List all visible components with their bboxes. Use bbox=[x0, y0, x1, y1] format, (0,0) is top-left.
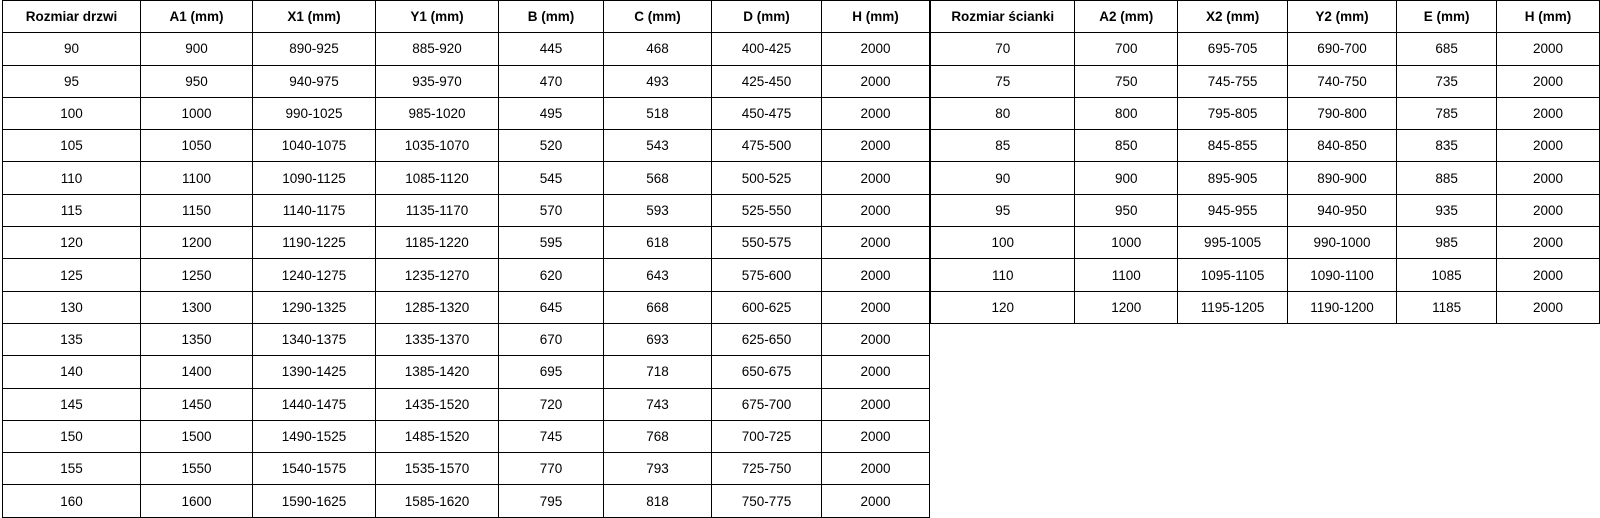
table-cell: 155 bbox=[3, 453, 141, 485]
table-cell: 100 bbox=[931, 227, 1075, 259]
table-cell: 1190-1225 bbox=[253, 227, 376, 259]
table-cell: 2000 bbox=[822, 259, 930, 291]
table-cell: 1200 bbox=[1075, 291, 1178, 323]
table-cell: 1390-1425 bbox=[253, 356, 376, 388]
table-cell: 1035-1070 bbox=[376, 130, 499, 162]
table-cell: 675-700 bbox=[712, 388, 822, 420]
table-cell: 885 bbox=[1397, 162, 1497, 194]
table-cell: 2000 bbox=[822, 227, 930, 259]
table-cell: 818 bbox=[604, 485, 712, 517]
table-cell: 1290-1325 bbox=[253, 291, 376, 323]
table-cell: 2000 bbox=[1497, 194, 1600, 226]
table-cell: 750 bbox=[1075, 65, 1178, 97]
table-cell: 1185-1220 bbox=[376, 227, 499, 259]
table-cell: 1095-1105 bbox=[1178, 259, 1288, 291]
table-row bbox=[3, 388, 930, 420]
table-cell: 100 bbox=[3, 97, 141, 129]
table-cell: 110 bbox=[931, 259, 1075, 291]
table-cell: 1385-1420 bbox=[376, 356, 499, 388]
table-row bbox=[3, 162, 930, 194]
table-cell: 618 bbox=[604, 227, 712, 259]
table-cell: 110 bbox=[3, 162, 141, 194]
table-cell: 835 bbox=[1397, 130, 1497, 162]
table-cell: 90 bbox=[931, 162, 1075, 194]
table-cell: 800 bbox=[1075, 97, 1178, 129]
table-cell: 725-750 bbox=[712, 453, 822, 485]
walls-dimensions-table bbox=[930, 0, 1600, 324]
column-header: X1 (mm) bbox=[253, 1, 376, 33]
table-cell: 2000 bbox=[822, 97, 930, 129]
table-row bbox=[3, 130, 930, 162]
table-cell: 1040-1075 bbox=[253, 130, 376, 162]
table-cell: 643 bbox=[604, 259, 712, 291]
table-cell: 895-905 bbox=[1178, 162, 1288, 194]
table-cell: 2000 bbox=[1497, 162, 1600, 194]
column-header: A2 (mm) bbox=[1075, 1, 1178, 33]
table-cell: 593 bbox=[604, 194, 712, 226]
table-cell: 935 bbox=[1397, 194, 1497, 226]
table-row bbox=[931, 194, 1600, 226]
table-cell: 500-525 bbox=[712, 162, 822, 194]
table-cell: 570 bbox=[499, 194, 604, 226]
table-row bbox=[3, 97, 930, 129]
table-cell: 550-575 bbox=[712, 227, 822, 259]
table-cell: 990-1025 bbox=[253, 97, 376, 129]
table-row bbox=[3, 356, 930, 388]
table-cell: 743 bbox=[604, 388, 712, 420]
table-cell: 2000 bbox=[822, 194, 930, 226]
table-row bbox=[931, 162, 1600, 194]
table-cell: 645 bbox=[499, 291, 604, 323]
table-cell: 718 bbox=[604, 356, 712, 388]
table-cell: 793 bbox=[604, 453, 712, 485]
table-cell: 1200 bbox=[141, 227, 253, 259]
table-cell: 1250 bbox=[141, 259, 253, 291]
table-cell: 1240-1275 bbox=[253, 259, 376, 291]
table-cell: 70 bbox=[931, 33, 1075, 65]
table-cell: 90 bbox=[3, 33, 141, 65]
table-cell: 105 bbox=[3, 130, 141, 162]
table-cell: 940-975 bbox=[253, 65, 376, 97]
table-cell: 575-600 bbox=[712, 259, 822, 291]
table-row bbox=[3, 420, 930, 452]
table-cell: 2000 bbox=[822, 420, 930, 452]
walls-table-body bbox=[931, 33, 1600, 324]
table-cell: 2000 bbox=[822, 485, 930, 517]
table-cell: 145 bbox=[3, 388, 141, 420]
table-cell: 990-1000 bbox=[1288, 227, 1397, 259]
table-cell: 85 bbox=[931, 130, 1075, 162]
table-cell: 2000 bbox=[822, 323, 930, 355]
table-cell: 693 bbox=[604, 323, 712, 355]
table-cell: 1285-1320 bbox=[376, 291, 499, 323]
table-cell: 445 bbox=[499, 33, 604, 65]
table-cell: 845-855 bbox=[1178, 130, 1288, 162]
table-cell: 1085 bbox=[1397, 259, 1497, 291]
table-cell: 890-925 bbox=[253, 33, 376, 65]
table-cell: 130 bbox=[3, 291, 141, 323]
table-cell: 2000 bbox=[822, 356, 930, 388]
table-cell: 940-950 bbox=[1288, 194, 1397, 226]
table-cell: 735 bbox=[1397, 65, 1497, 97]
table-cell: 1185 bbox=[1397, 291, 1497, 323]
table-cell: 795 bbox=[499, 485, 604, 517]
table-cell: 1135-1170 bbox=[376, 194, 499, 226]
table-row bbox=[931, 291, 1600, 323]
table-cell: 745-755 bbox=[1178, 65, 1288, 97]
table-cell: 2000 bbox=[822, 162, 930, 194]
table-cell: 140 bbox=[3, 356, 141, 388]
column-header: C (mm) bbox=[604, 1, 712, 33]
table-cell: 795-805 bbox=[1178, 97, 1288, 129]
table-cell: 495 bbox=[499, 97, 604, 129]
table-cell: 720 bbox=[499, 388, 604, 420]
table-row bbox=[3, 65, 930, 97]
table-cell: 1440-1475 bbox=[253, 388, 376, 420]
column-header: B (mm) bbox=[499, 1, 604, 33]
column-header: E (mm) bbox=[1397, 1, 1497, 33]
walls-dimensions-table-container bbox=[930, 0, 1600, 324]
table-header-row bbox=[3, 1, 930, 33]
table-cell: 95 bbox=[931, 194, 1075, 226]
table-cell: 700 bbox=[1075, 33, 1178, 65]
table-cell: 850 bbox=[1075, 130, 1178, 162]
table-cell: 890-900 bbox=[1288, 162, 1397, 194]
table-cell: 2000 bbox=[822, 65, 930, 97]
doors-dimensions-table bbox=[2, 0, 930, 518]
table-row bbox=[931, 227, 1600, 259]
table-cell: 525-550 bbox=[712, 194, 822, 226]
table-cell: 1490-1525 bbox=[253, 420, 376, 452]
table-cell: 1100 bbox=[1075, 259, 1178, 291]
table-cell: 1190-1200 bbox=[1288, 291, 1397, 323]
table-cell: 1090-1100 bbox=[1288, 259, 1397, 291]
table-cell: 1300 bbox=[141, 291, 253, 323]
table-cell: 600-625 bbox=[712, 291, 822, 323]
table-cell: 120 bbox=[3, 227, 141, 259]
table-cell: 1535-1570 bbox=[376, 453, 499, 485]
table-cell: 1400 bbox=[141, 356, 253, 388]
table-cell: 400-425 bbox=[712, 33, 822, 65]
table-cell: 2000 bbox=[822, 130, 930, 162]
table-cell: 1235-1270 bbox=[376, 259, 499, 291]
table-cell: 1590-1625 bbox=[253, 485, 376, 517]
table-cell: 885-920 bbox=[376, 33, 499, 65]
table-cell: 120 bbox=[931, 291, 1075, 323]
table-cell: 135 bbox=[3, 323, 141, 355]
table-cell: 1350 bbox=[141, 323, 253, 355]
table-cell: 1100 bbox=[141, 162, 253, 194]
table-cell: 518 bbox=[604, 97, 712, 129]
doors-table-header bbox=[3, 1, 930, 33]
table-cell: 900 bbox=[141, 33, 253, 65]
table-cell: 840-850 bbox=[1288, 130, 1397, 162]
table-cell: 695-705 bbox=[1178, 33, 1288, 65]
table-cell: 1500 bbox=[141, 420, 253, 452]
table-cell: 985 bbox=[1397, 227, 1497, 259]
table-cell: 2000 bbox=[1497, 65, 1600, 97]
table-cell: 1150 bbox=[141, 194, 253, 226]
table-cell: 690-700 bbox=[1288, 33, 1397, 65]
table-cell: 625-650 bbox=[712, 323, 822, 355]
column-header: D (mm) bbox=[712, 1, 822, 33]
table-cell: 685 bbox=[1397, 33, 1497, 65]
table-cell: 520 bbox=[499, 130, 604, 162]
table-cell: 995-1005 bbox=[1178, 227, 1288, 259]
table-cell: 2000 bbox=[822, 388, 930, 420]
table-cell: 2000 bbox=[822, 33, 930, 65]
column-header: Y2 (mm) bbox=[1288, 1, 1397, 33]
table-cell: 160 bbox=[3, 485, 141, 517]
table-cell: 468 bbox=[604, 33, 712, 65]
table-cell: 470 bbox=[499, 65, 604, 97]
table-row bbox=[931, 65, 1600, 97]
table-cell: 1090-1125 bbox=[253, 162, 376, 194]
table-cell: 2000 bbox=[822, 453, 930, 485]
table-cell: 945-955 bbox=[1178, 194, 1288, 226]
table-cell: 700-725 bbox=[712, 420, 822, 452]
table-row bbox=[3, 485, 930, 517]
table-cell: 95 bbox=[3, 65, 141, 97]
table-row bbox=[931, 130, 1600, 162]
table-cell: 2000 bbox=[1497, 130, 1600, 162]
table-cell: 670 bbox=[499, 323, 604, 355]
table-cell: 935-970 bbox=[376, 65, 499, 97]
table-cell: 150 bbox=[3, 420, 141, 452]
table-cell: 745 bbox=[499, 420, 604, 452]
table-cell: 543 bbox=[604, 130, 712, 162]
table-cell: 1435-1520 bbox=[376, 388, 499, 420]
table-cell: 450-475 bbox=[712, 97, 822, 129]
table-cell: 75 bbox=[931, 65, 1075, 97]
table-cell: 2000 bbox=[1497, 97, 1600, 129]
table-cell: 115 bbox=[3, 194, 141, 226]
table-cell: 80 bbox=[931, 97, 1075, 129]
table-cell: 545 bbox=[499, 162, 604, 194]
table-cell: 1085-1120 bbox=[376, 162, 499, 194]
column-header: Rozmiar ścianki bbox=[931, 1, 1075, 33]
table-cell: 2000 bbox=[1497, 227, 1600, 259]
table-header-row bbox=[931, 1, 1600, 33]
table-cell: 650-675 bbox=[712, 356, 822, 388]
table-cell: 2000 bbox=[1497, 291, 1600, 323]
walls-table-header bbox=[931, 1, 1600, 33]
table-cell: 950 bbox=[141, 65, 253, 97]
table-cell: 568 bbox=[604, 162, 712, 194]
column-header: H (mm) bbox=[822, 1, 930, 33]
table-row bbox=[3, 194, 930, 226]
table-cell: 985-1020 bbox=[376, 97, 499, 129]
table-cell: 750-775 bbox=[712, 485, 822, 517]
table-cell: 1600 bbox=[141, 485, 253, 517]
table-cell: 2000 bbox=[1497, 33, 1600, 65]
column-header: Rozmiar drzwi bbox=[3, 1, 141, 33]
table-cell: 125 bbox=[3, 259, 141, 291]
table-cell: 900 bbox=[1075, 162, 1178, 194]
table-cell: 425-450 bbox=[712, 65, 822, 97]
table-cell: 1050 bbox=[141, 130, 253, 162]
table-cell: 1450 bbox=[141, 388, 253, 420]
table-row bbox=[3, 259, 930, 291]
doors-table-body bbox=[3, 33, 930, 517]
table-cell: 475-500 bbox=[712, 130, 822, 162]
table-cell: 1550 bbox=[141, 453, 253, 485]
table-cell: 2000 bbox=[822, 291, 930, 323]
doors-dimensions-table-container bbox=[2, 0, 930, 518]
table-cell: 595 bbox=[499, 227, 604, 259]
column-header: A1 (mm) bbox=[141, 1, 253, 33]
table-cell: 950 bbox=[1075, 194, 1178, 226]
table-row bbox=[931, 97, 1600, 129]
table-row bbox=[3, 291, 930, 323]
table-cell: 1485-1520 bbox=[376, 420, 499, 452]
table-cell: 740-750 bbox=[1288, 65, 1397, 97]
table-cell: 785 bbox=[1397, 97, 1497, 129]
table-cell: 768 bbox=[604, 420, 712, 452]
table-cell: 1340-1375 bbox=[253, 323, 376, 355]
table-cell: 1585-1620 bbox=[376, 485, 499, 517]
table-cell: 2000 bbox=[1497, 259, 1600, 291]
table-cell: 1000 bbox=[1075, 227, 1178, 259]
table-cell: 493 bbox=[604, 65, 712, 97]
column-header: X2 (mm) bbox=[1178, 1, 1288, 33]
column-header: Y1 (mm) bbox=[376, 1, 499, 33]
table-cell: 1335-1370 bbox=[376, 323, 499, 355]
table-cell: 770 bbox=[499, 453, 604, 485]
table-row bbox=[931, 259, 1600, 291]
table-row bbox=[3, 33, 930, 65]
table-cell: 790-800 bbox=[1288, 97, 1397, 129]
table-cell: 1140-1175 bbox=[253, 194, 376, 226]
table-row bbox=[3, 323, 930, 355]
table-cell: 1540-1575 bbox=[253, 453, 376, 485]
table-cell: 1195-1205 bbox=[1178, 291, 1288, 323]
column-header: H (mm) bbox=[1497, 1, 1600, 33]
table-cell: 668 bbox=[604, 291, 712, 323]
table-cell: 1000 bbox=[141, 97, 253, 129]
table-cell: 620 bbox=[499, 259, 604, 291]
table-row bbox=[3, 227, 930, 259]
table-cell: 695 bbox=[499, 356, 604, 388]
table-row bbox=[3, 453, 930, 485]
table-row bbox=[931, 33, 1600, 65]
